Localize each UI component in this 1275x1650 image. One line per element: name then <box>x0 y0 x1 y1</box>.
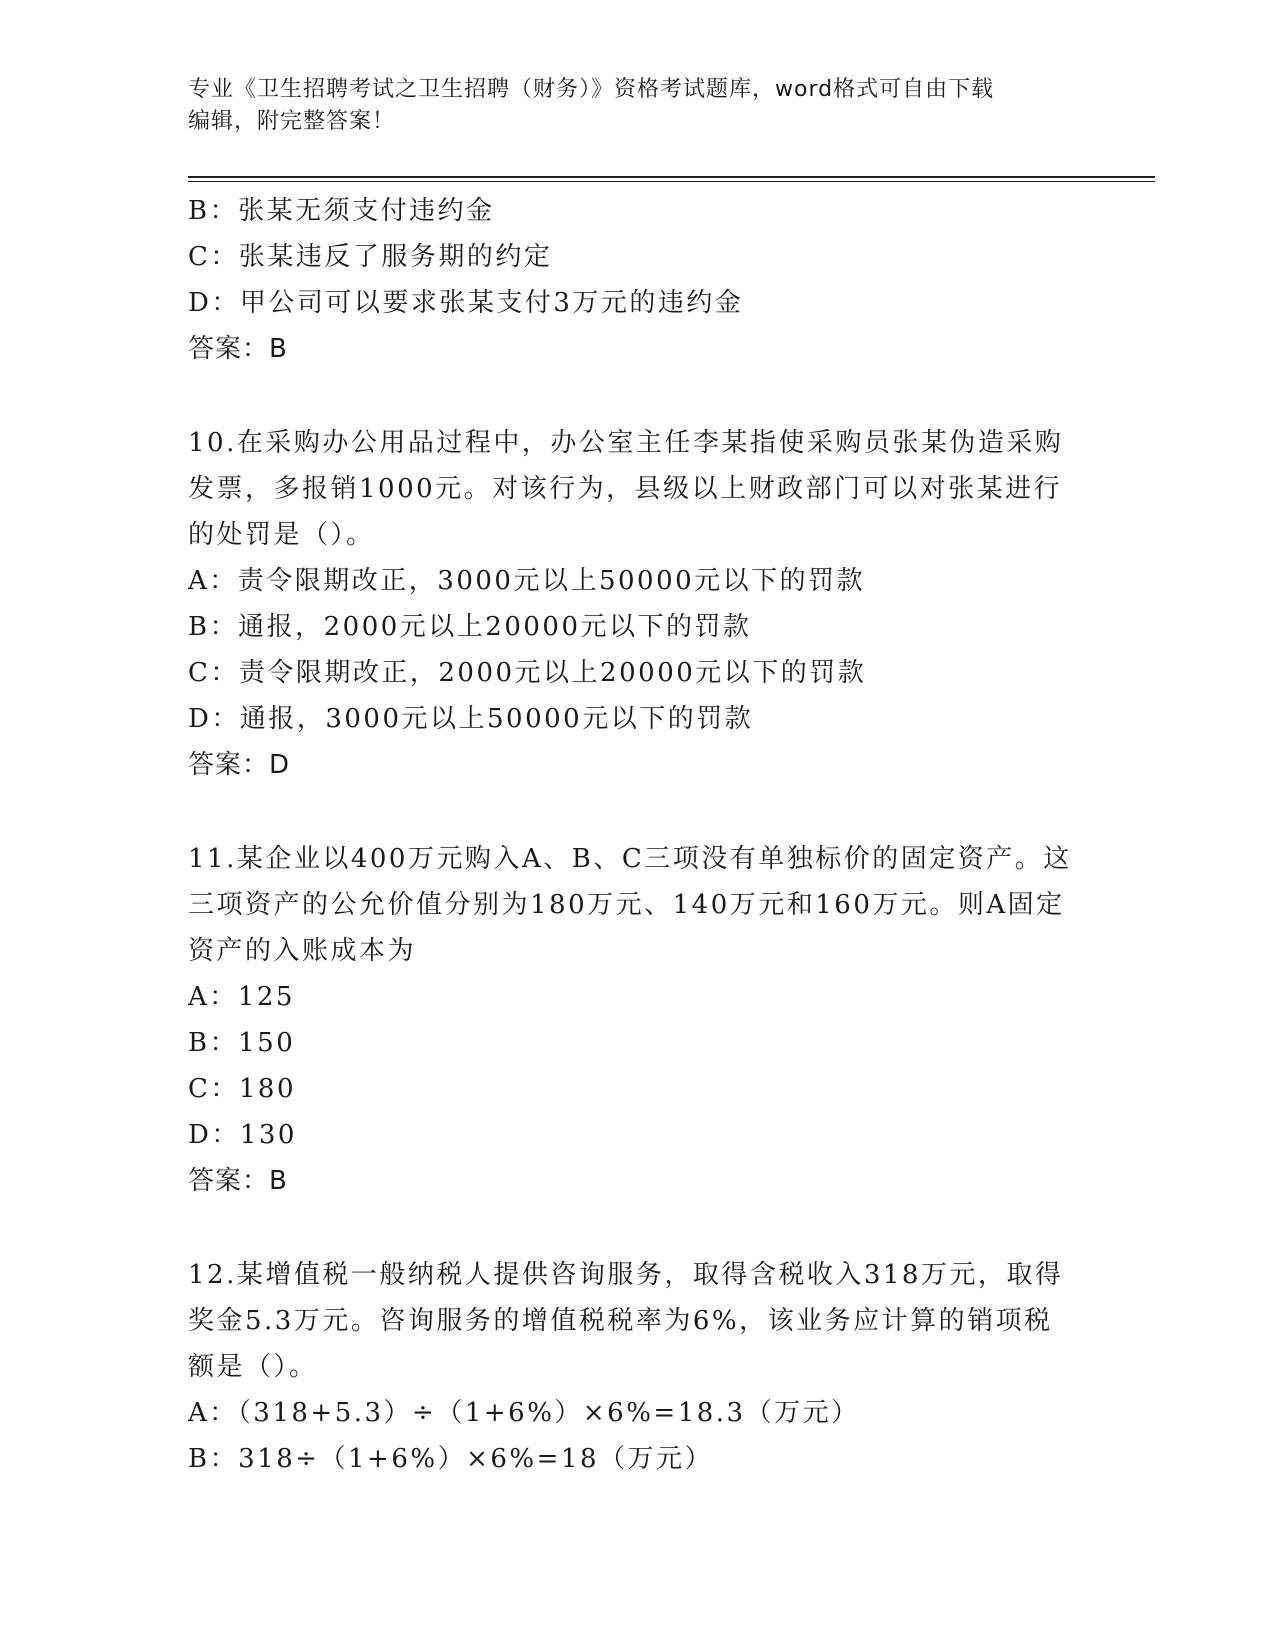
option-line: C：责令限期改正，2000元以上20000元以下的罚款 <box>188 658 867 688</box>
option-line: D：通报，3000元以上50000元以下的罚款 <box>188 704 754 734</box>
question-11 <box>188 836 1088 1204</box>
question-list <box>188 188 1088 1482</box>
answer-line: 答案：B <box>188 1166 288 1196</box>
option-line: A：（318+5.3）÷（1+6%）×6%=18.3（万元） <box>188 1398 860 1428</box>
question-stem-line: 10.在采购办公用品过程中，办公室主任李某指使采购员张某伪造采购 <box>188 428 1064 458</box>
option-line: D：130 <box>188 1120 297 1150</box>
header-rule-thin <box>188 181 1155 182</box>
header-line-2: 编辑，附完整答案！ <box>188 109 396 134</box>
option-line: B：张某无须支付违约金 <box>188 196 495 226</box>
option-line: B：通报，2000元以上20000元以下的罚款 <box>188 612 752 642</box>
question-stem-line: 三项资产的公允价值分别为180万元、140万元和160万元。则A固定 <box>188 890 1065 920</box>
question-stem-line: 奖金5.3万元。咨询服务的增值税税率为6%，该业务应计算的销项税 <box>188 1306 1053 1336</box>
question-stem-line: 发票，多报销1000元。对该行为，县级以上财政部门可以对张某进行 <box>188 474 1063 504</box>
option-line: B：150 <box>188 1028 296 1058</box>
question-stem-line: 资产的入账成本为 <box>188 936 417 966</box>
question-stem-line: 的处罚是（）。 <box>188 520 375 550</box>
option-line: A：125 <box>188 982 295 1012</box>
header-line-1: 专业《卫生招聘考试之卫生招聘（财务）》资格考试题库，word格式可自由下载 <box>188 77 995 102</box>
option-line: C：张某违反了服务期的约定 <box>188 242 553 272</box>
option-line: D：甲公司可以要求张某支付3万元的违约金 <box>188 288 744 318</box>
question-9-tail <box>188 188 1088 372</box>
question-12 <box>188 1252 1088 1482</box>
option-line: C：180 <box>188 1074 297 1104</box>
question-stem-line: 额是（）。 <box>188 1352 318 1382</box>
header-rule-thick <box>188 176 1155 178</box>
option-line: A：责令限期改正，3000元以上50000元以下的罚款 <box>188 566 866 596</box>
question-stem-line: 11.某企业以400万元购入A、B、C三项没有单独标价的固定资产。这 <box>188 844 1072 874</box>
option-line: B：318÷（1+6%）×6%=18（万元） <box>188 1444 713 1474</box>
question-stem-line: 12.某增值税一般纳税人提供咨询服务，取得含税收入318万元，取得 <box>188 1260 1064 1290</box>
document-header <box>188 74 1088 138</box>
answer-line: 答案：B <box>188 334 288 364</box>
answer-line: 答案：D <box>188 750 291 780</box>
question-10 <box>188 420 1088 788</box>
